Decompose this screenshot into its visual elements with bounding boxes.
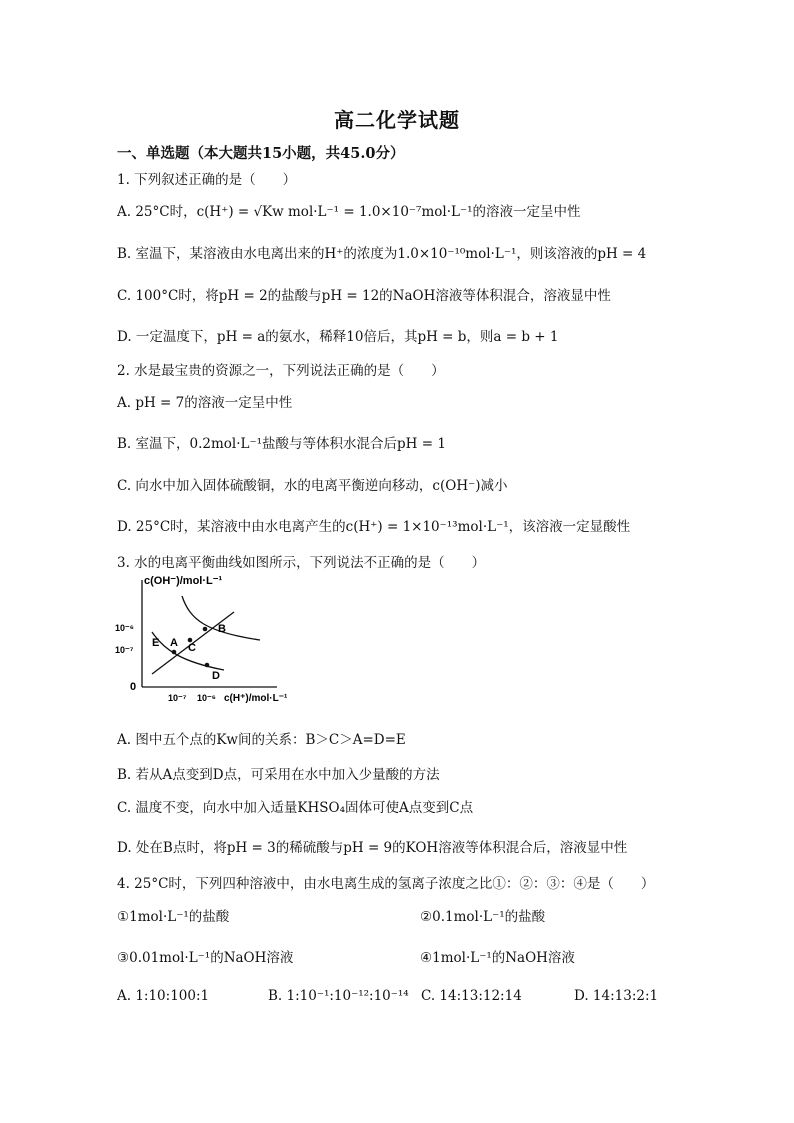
q4-solution-4: ④1mol·L⁻¹的NaOH溶液 [420,950,575,966]
q3-option-c: C. 温度不变，向水中加入适量KHSO₄固体可使A点变到C点 [117,800,474,816]
point-b-marker [203,627,208,632]
point-c-label: C [188,642,196,654]
q4-solution-3: ③0.01mol·L⁻¹的NaOH溶液 [117,950,294,966]
x-tick-label: 10⁻⁷ [168,693,187,703]
q1-option-a: A. 25°C时，c(H⁺) = √Kw mol·L⁻¹ = 1.0×10⁻⁷mol·L⁻¹的溶液一定呈中性 [117,204,581,220]
q2-option-b: B. 室温下，0.2mol·L⁻¹盐酸与等体积水混合后pH = 1 [117,436,446,452]
q3-option-b: B. 若从A点变到D点，可采用在水中加入少量酸的方法 [117,767,440,783]
point-a-label: A [170,637,178,649]
q2-option-c: C. 向水中加入固体硫酸铜，水的电离平衡逆向移动，c(OH⁻)减小 [117,478,508,494]
point-b-label: B [218,623,226,635]
point-e-label: E [152,637,160,649]
section-heading: 一、单选题（本大题共15小题，共45.0分） [117,145,405,162]
y-tick-label: 10⁻⁶ [115,623,134,633]
q4-option-b: B. 1:10⁻¹:10⁻¹²:10⁻¹⁴ [268,988,409,1004]
q3-option-d: D. 处在B点时，将pH = 3的稀硫酸与pH = 9的KOH溶液等体积混合后，溶液显中性 [117,840,628,856]
y-axis-label: c(OH⁻)/mol·L⁻¹ [144,575,223,587]
point-d-marker [205,663,210,668]
q3-stem: 3. 水的电离平衡曲线如图所示，下列说法不正确的是（ ） [117,555,486,571]
q4-option-c: C. 14:13:12:14 [421,988,522,1004]
q4-stem: 4. 25°C时，下列四种溶液中，由水电离生成的氢离子浓度之比①：②：③：④是（ ） [117,876,655,892]
x-tick-label: 10⁻⁶ [197,693,216,703]
q2-option-a: A. pH = 7的溶液一定呈中性 [117,395,293,411]
y-tick-label: 0 [130,681,137,693]
y-tick-label: 10⁻⁷ [115,645,134,655]
q4-solution-1: ①1mol·L⁻¹的盐酸 [117,909,230,925]
point-a-marker [172,650,177,655]
q1-option-c: C. 100°C时，将pH = 2的盐酸与pH = 12的NaOH溶液等体积混合，溶液显中性 [117,288,611,304]
point-d-label: D [212,670,220,682]
q2-stem: 2. 水是最宝贵的资源之一，下列说法正确的是（ ） [117,363,445,379]
q3-option-a: A. 图中五个点的Kw间的关系：B＞C＞A=D=E [117,732,406,748]
q1-option-d: D. 一定温度下，pH = a的氨水，稀释10倍后，其pH = b，则a = b + 1 [117,329,559,345]
x-axis-label: c(H⁺)/mol·L⁻¹ [224,693,288,704]
q1-option-b: B. 室温下，某溶液由水电离出来的H⁺的浓度为1.0×10⁻¹⁰mol·L⁻¹，则该溶液的pH = 4 [117,246,647,262]
q4-solution-2: ②0.1mol·L⁻¹的盐酸 [420,909,546,925]
water-ionization-graph [112,572,307,707]
q1-stem: 1. 下列叙述正确的是（ ） [117,172,297,188]
q2-option-d: D. 25°C时，某溶液中由水电离产生的c(H⁺) = 1×10⁻¹³mol·L⁻¹，该溶液一定显酸性 [117,519,631,535]
q4-option-a: A. 1:10:100:1 [117,988,210,1004]
page-title: 高二化学试题 [334,108,460,132]
q4-option-d: D. 14:13:2:1 [574,988,659,1004]
